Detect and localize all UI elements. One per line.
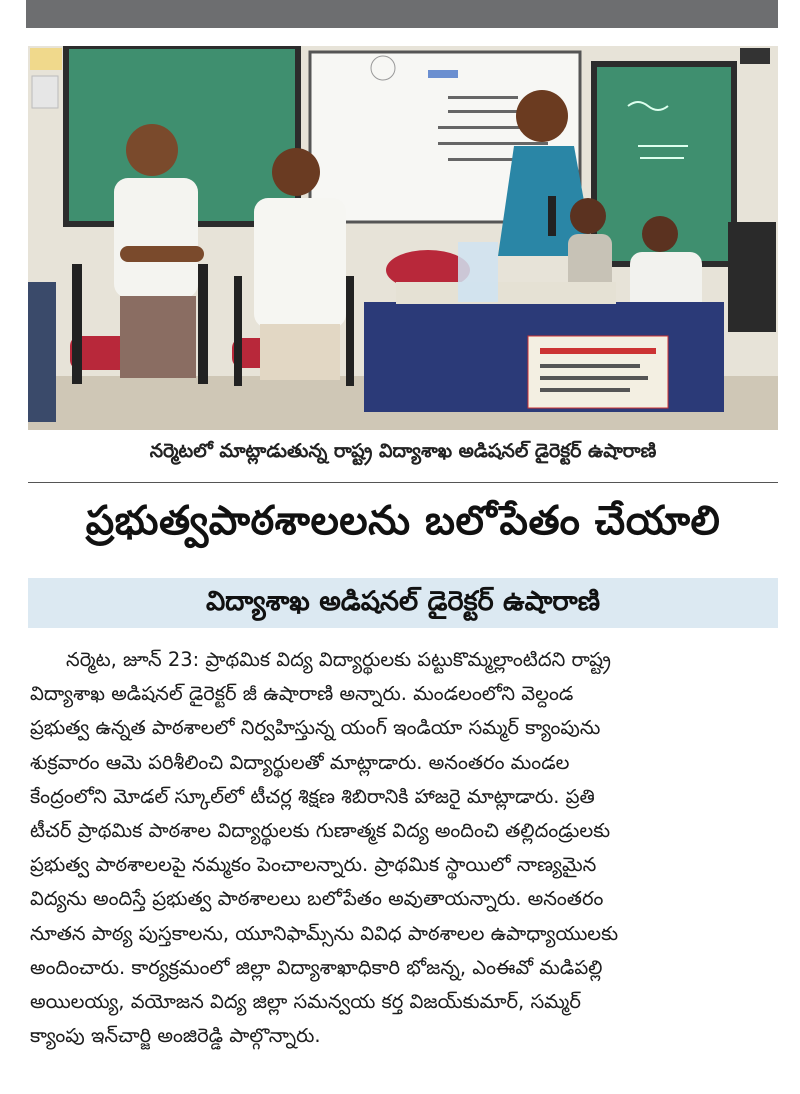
top-band xyxy=(26,0,778,28)
body-line: క్యాంపు ఇన్‌చార్జి అంజిరెడ్డి పాల్గొన్నారు. xyxy=(30,1024,321,1048)
photo-caption: నర్మెటలో మాట్లాడుతున్న రాష్ట్ర విద్యాశాఖ అడిషనల్ డైరెక్టర్ ఉషారాణి xyxy=(149,440,657,462)
loudspeaker xyxy=(728,222,776,332)
body-line: ప్రభుత్వ పాఠశాలలపై నమ్మకం పెంచాలన్నారు. ప్రాథమిక స్థాయిలో నాణ్యమైన xyxy=(30,853,597,877)
body-line: టీచర్ ప్రాథమిక పాఠశాల విద్యార్థులకు గుణాత్మక విద్య అందించి తల్లిదండ్రులకు xyxy=(30,819,611,843)
news-photo xyxy=(28,46,778,430)
body-line: నర్మెట, జూన్ 23: ప్రాథమిక విద్య విద్యార్థులకు పట్టుకొమ్మల్లాంటిదని రాష్ట్ర xyxy=(66,648,611,671)
headline: ప్రభుత్వపాఠశాలలను బలోపేతం చేయాలి xyxy=(85,498,721,544)
body-line: నూతన పాఠ్య పుస్తకాలను, యూనిఫామ్స్‌ను వివిధ పాఠశాలల ఉపాధ్యాయులకు xyxy=(30,921,619,945)
body-line: అందించారు. కార్యక్రమంలో జిల్లా విద్యాశాఖాధికారి భోజన్న, ఎంఈవో మడిపల్లి xyxy=(30,955,603,979)
subheadline: విద్యాశాఖ అడిషనల్ డైరెక్టర్ ఉషారాణి xyxy=(205,586,601,617)
body-line: విద్యాశాఖ అడిషనల్ డైరెక్టర్ జీ ఉషారాణి అన్నారు. మండలంలోని వెల్దండ xyxy=(30,682,574,706)
body-line: కేంద్రంలోని మోడల్ స్కూల్‌లో టీచర్ల శిక్షణ శిబిరానికి హాజరై మాట్లాడారు. ప్రతి xyxy=(30,784,595,808)
body-line: ప్రభుత్వ ఉన్నత పాఠశాలలో నిర్వహిస్తున్న యంగ్ ఇండియా సమ్మర్ క్యాంపును xyxy=(30,716,601,740)
divider xyxy=(28,482,778,483)
body-line: శుక్రవారం ఆమె పరిశీలించి విద్యార్థులతో మాట్లాడారు. అనంతరం మండల xyxy=(30,750,570,774)
photo-illustration xyxy=(28,46,778,430)
article-body xyxy=(30,643,776,1053)
body-line: అయిలయ్య, వయోజన విద్య జిల్లా సమన్వయ కర్త విజయ్‌కుమార్, సమ్మర్ xyxy=(30,990,581,1014)
body-line: విద్యను అందిస్తే ప్రభుత్వ పాఠశాలలు బలోపేతం అవుతాయన్నారు. అనంతరం xyxy=(30,887,604,911)
